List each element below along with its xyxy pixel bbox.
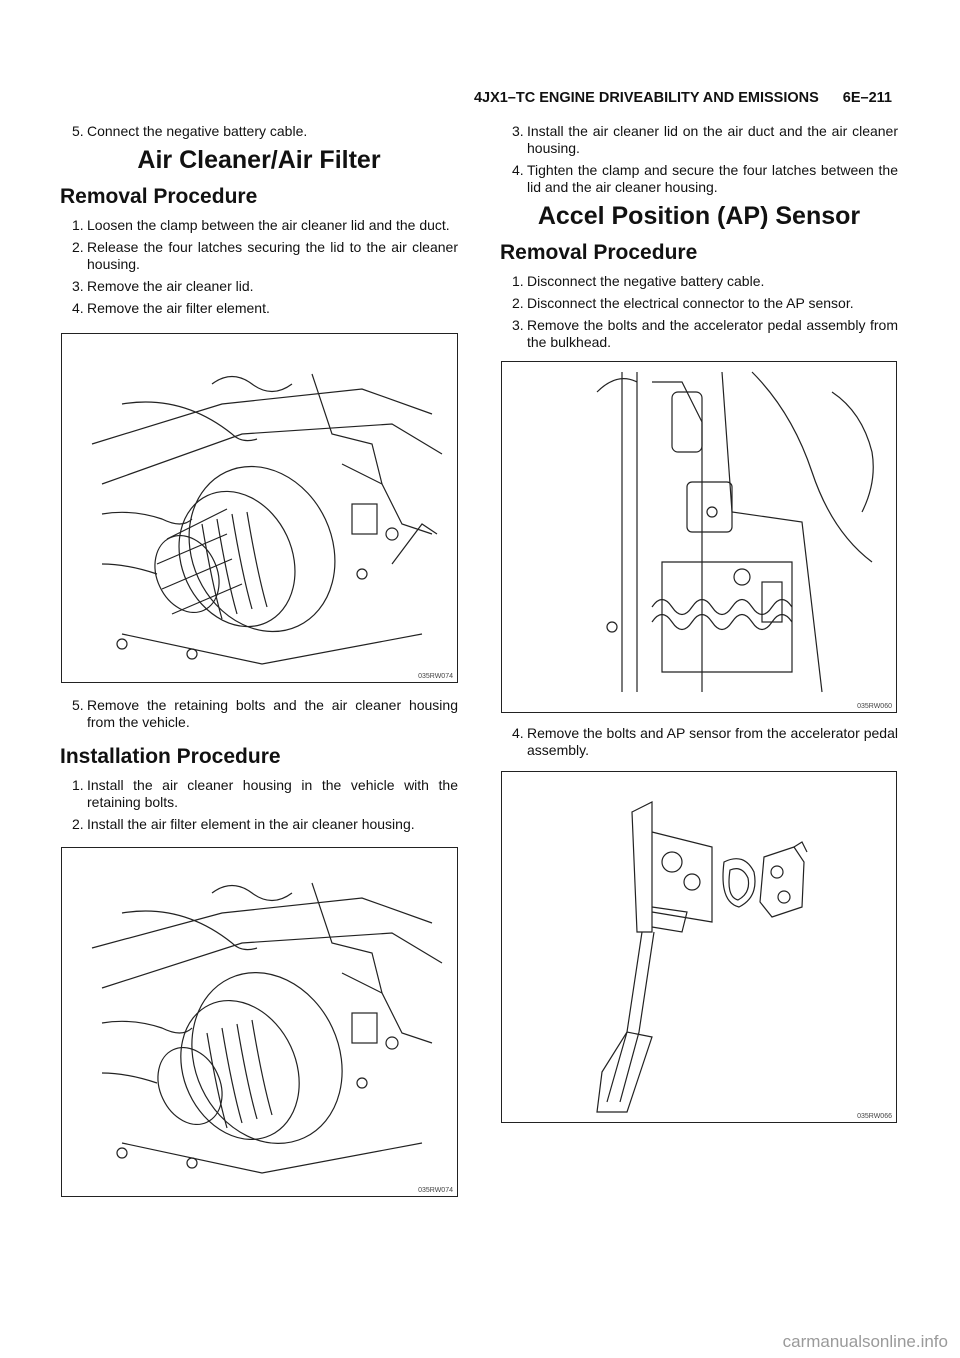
step: 4. Tighten the clamp and secure the four latches between the lid and the air cleaner housing. [512, 162, 898, 195]
air-cleaner-illustration [62, 334, 457, 682]
step: 5. Connect the negative battery cable. [72, 123, 308, 139]
page-header [474, 90, 892, 106]
step: 3. Install the air cleaner lid on the air duct and the air cleaner housing. [512, 123, 898, 156]
step: 1. Loosen the clamp between the air cleaner lid and the duct. [72, 217, 450, 233]
step: 4. Remove the bolts and AP sensor from the accelerator pedal assembly. [512, 725, 898, 758]
installation-heading: Installation Procedure [60, 745, 281, 768]
footer-watermark: carmanualsonline.info [782, 1332, 948, 1351]
figure-code: 035RW066 [857, 1113, 892, 1120]
figure-accelerator-pedal-bulkhead [501, 361, 897, 713]
removal-heading: Removal Procedure [500, 241, 698, 264]
step: 2. Install the air filter element in the air cleaner housing. [72, 816, 415, 832]
right-column [500, 123, 898, 1123]
air-cleaner-illustration [62, 848, 457, 1196]
step: 1. Disconnect the negative battery cable. [512, 273, 765, 289]
figure-air-filter-removal [61, 333, 458, 683]
step: 2. Release the four latches securing the lid to the air cleaner housing. [72, 239, 458, 272]
accelerator-pedal-illustration [502, 362, 896, 712]
figure-code: 035RW074 [418, 673, 453, 680]
step: 1. Install the air cleaner housing in the vehicle with the retaining bolts. [72, 777, 458, 810]
figure-code: 035RW060 [857, 703, 892, 710]
ap-sensor-illustration [502, 772, 896, 1122]
page-number: 6E–211 [842, 90, 892, 106]
removal-heading: Removal Procedure [60, 185, 258, 208]
figure-ap-sensor-removal [501, 771, 897, 1123]
step: 5. Remove the retaining bolts and the air cleaner housing from the vehicle. [72, 697, 458, 730]
figure-code: 035RW074 [418, 1187, 453, 1194]
step: 4. Remove the air filter element. [72, 300, 270, 316]
figure-air-filter-installation [61, 847, 458, 1197]
section-title-ap-sensor: Accel Position (AP) Sensor [537, 202, 861, 230]
step: 2. Disconnect the electrical connector to the AP sensor. [512, 295, 854, 311]
step: 3. Remove the air cleaner lid. [72, 278, 254, 294]
section-title-air-cleaner: Air Cleaner/Air Filter [137, 146, 381, 174]
header-title: 4JX1–TC ENGINE DRIVEABILITY AND EMISSIONS [473, 90, 819, 106]
step: 3. Remove the bolts and the accelerator pedal assembly from the bulkhead. [512, 317, 898, 350]
left-column [60, 123, 458, 1197]
